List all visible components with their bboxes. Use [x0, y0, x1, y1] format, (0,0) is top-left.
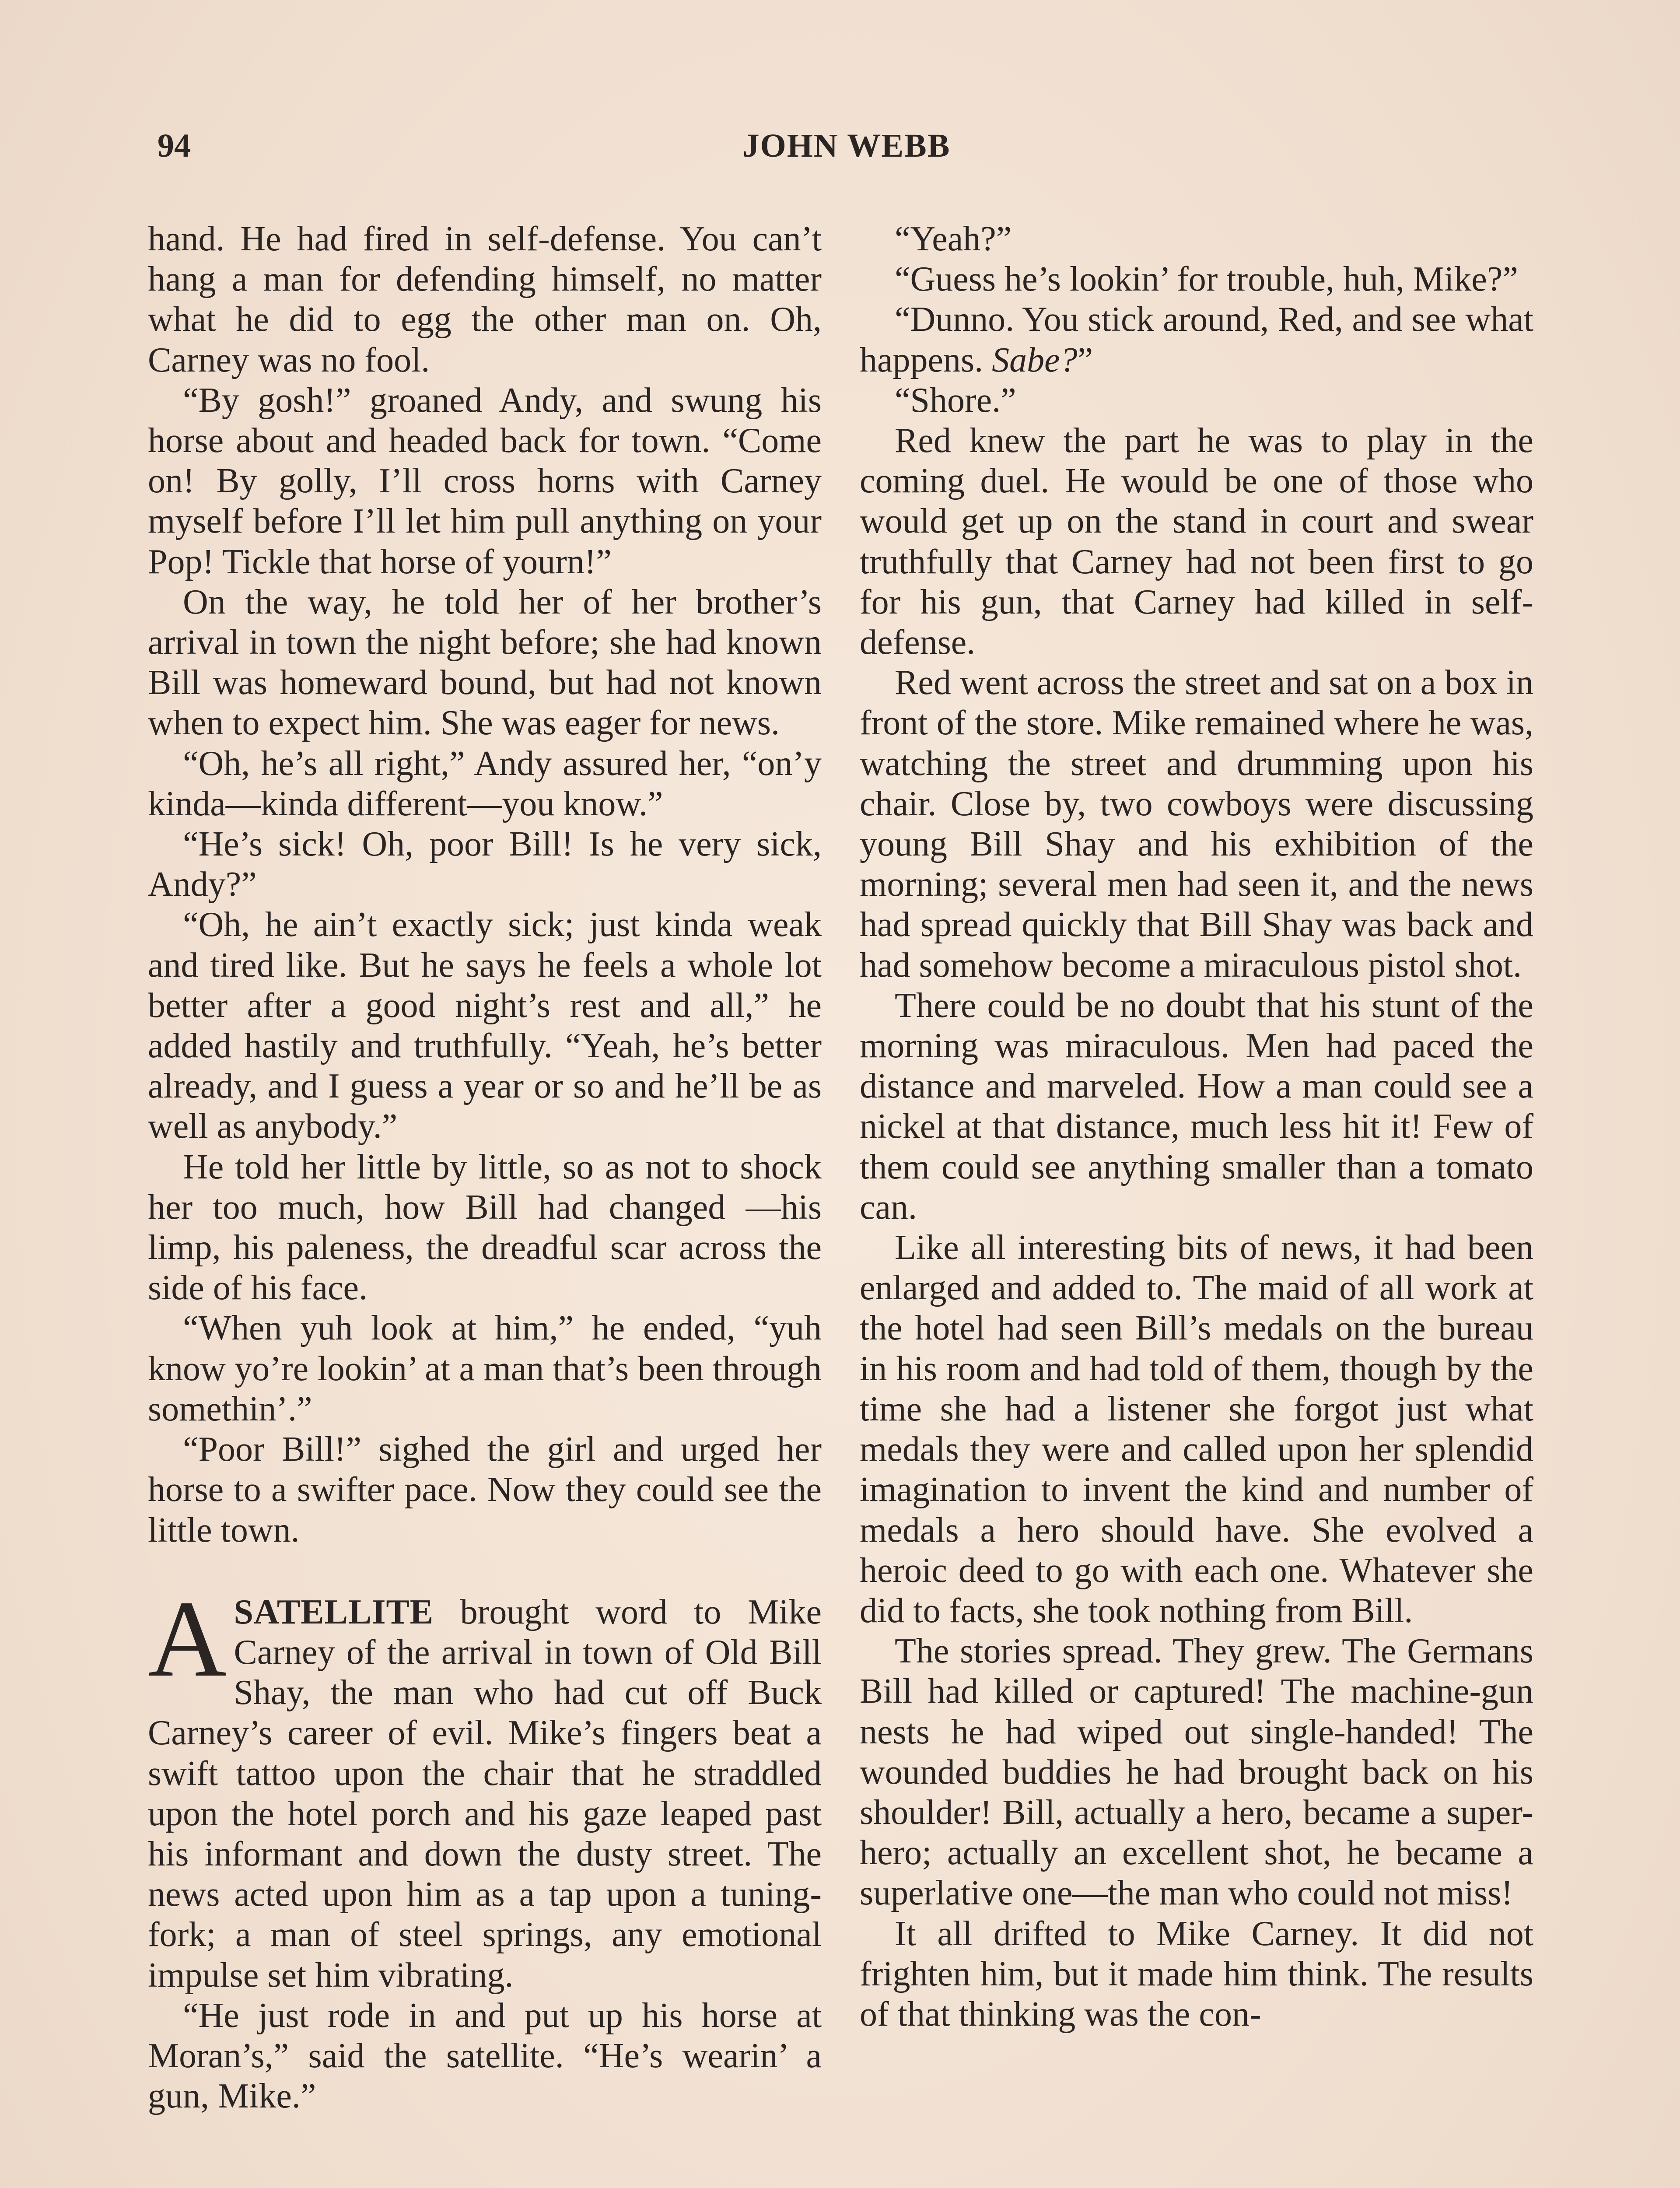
section-text: brought word to Mike Carney of the arrival in town of Old Bill Shay, the man who had cut off Buck Carney’s career of evil. Mike’s fingers beat a swift tattoo upon the chair that he straddled upon the hotel porch and his gaze leaped past his informant and down the dusty street. The news acted upon him as a tap upon a tuning-fork; a man of steel springs, any emotional impulse set him vibrating. [148, 1592, 822, 1995]
paragraph: “Oh, he’s all right,” Andy assured her, “on’y kinda—kinda different—you know.” [148, 744, 822, 823]
paragraph: On the way, he told her of her brother’s arrival in town the night before; she had known Bill was homeward bound, but had not known when to expect him. She was eager for news. [148, 582, 822, 743]
paragraph: It all drifted to Mike Carney. It did not frighten him, but it made him think. The results of that thinking was the con- [860, 1914, 1533, 2034]
paragraph: “When yuh look at him,” he ended, “yuh know yo’re lookin’ at a man that’s been through somethin’.” [148, 1309, 822, 1428]
lead-words: SATELLITE [234, 1592, 434, 1631]
page-number: 94 [158, 127, 191, 164]
paragraph: “Yeah?” [895, 220, 1012, 258]
paragraph: Like all interesting bits of news, it had been enlarged and added to. The maid of all work at the hotel had seen Bill’s medals on the bureau in his room and had told of them, though by the time she had a listener she forgot just what medals they were and called upon her splendid imagination to invent the kind and number of medals a hero should have. She evolved a heroic deed to go with each one. Whatever she did to facts, she took nothing from Bill. [860, 1228, 1533, 1630]
drop-cap: A [148, 1578, 227, 1700]
paragraph: Red went across the street and sat on a box in front of the store. Mike remained where he was, watching the street and drumming upon his chair. Close by, two cowboys were discussing young Bill Shay and his exhibition of the morning; several men had seen it, and the news had spread quickly that Bill Shay was back and had somehow become a miraculous pistol shot. [860, 663, 1533, 985]
right-column [860, 219, 1533, 2034]
paragraph: hand. He had fired in self-defense. You can’t hang a man for defending himself, no matter what he did to egg the other man on. Oh, Carney was no fool. [148, 220, 822, 379]
paragraph: There could be no doubt that his stunt of the morning was miraculous. Men had paced the distance and marveled. How a man could see a nickel at that distance, much less hit it! Few of them could see anything smaller than a tomato can. [860, 986, 1533, 1227]
paragraph: “Guess he’s lookin’ for trouble, huh, Mike?” [895, 260, 1518, 299]
section-opening-paragraph [148, 1578, 822, 1995]
dialogue-text: “Dunno. You stick around, Red, and see what happens. [860, 300, 1533, 379]
paragraph: “Shore.” [895, 381, 1016, 420]
paragraph [860, 299, 1533, 380]
paragraph: “He just rode in and put up his horse at Moran’s,” said the satellite. “He’s wearin’ a gun, Mike.” [148, 1996, 822, 2116]
running-head [149, 127, 1544, 179]
paragraph: “Oh, he ain’t exactly sick; just kinda weak and tired like. But he says he feels a whole lot better after a good night’s rest and all,” he added hastily and truthfully. “Yeah, he’s better already, and I guess a year or so and he’ll be as well as anybody.” [148, 905, 822, 1146]
paragraph: He told her little by little, so as not to shock her too much, how Bill had changed —his limp, his paleness, the dreadful scar across the side of his face. [148, 1147, 822, 1308]
paragraph: The stories spread. They grew. The Germans Bill had killed or captured! The machine-gun nests he had wiped out single-handed! The wounded buddies he had brought back on his shoulder! Bill, actually a hero, became a super-hero; actually an excellent shot, he became a superlative one—the man who could not miss! [860, 1632, 1533, 1913]
paragraph: “Poor Bill!” sighed the girl and urged her horse to a swifter pace. Now they could see the little town. [148, 1430, 822, 1550]
header-title: JOHN WEBB [742, 127, 951, 164]
paragraph: “By gosh!” groaned Andy, and swung his horse about and headed back for town. “Come on! By golly, I’ll cross horns with Carney myself before I’ll let him pull anything on your Pop! Tickle that horse of yourn!” [148, 381, 822, 581]
dialogue-close: ” [1077, 340, 1093, 379]
paragraph: Red knew the part he was to play in the coming duel. He would be one of those who would get up on the stand in court and swear truthfully that Carney had not been first to go for his gun, that Carney had killed in self-defense. [860, 421, 1533, 662]
left-column [148, 219, 822, 2116]
italic-word: Sabe? [992, 340, 1078, 379]
paragraph: “He’s sick! Oh, poor Bill! Is he very sick, Andy?” [148, 825, 822, 904]
